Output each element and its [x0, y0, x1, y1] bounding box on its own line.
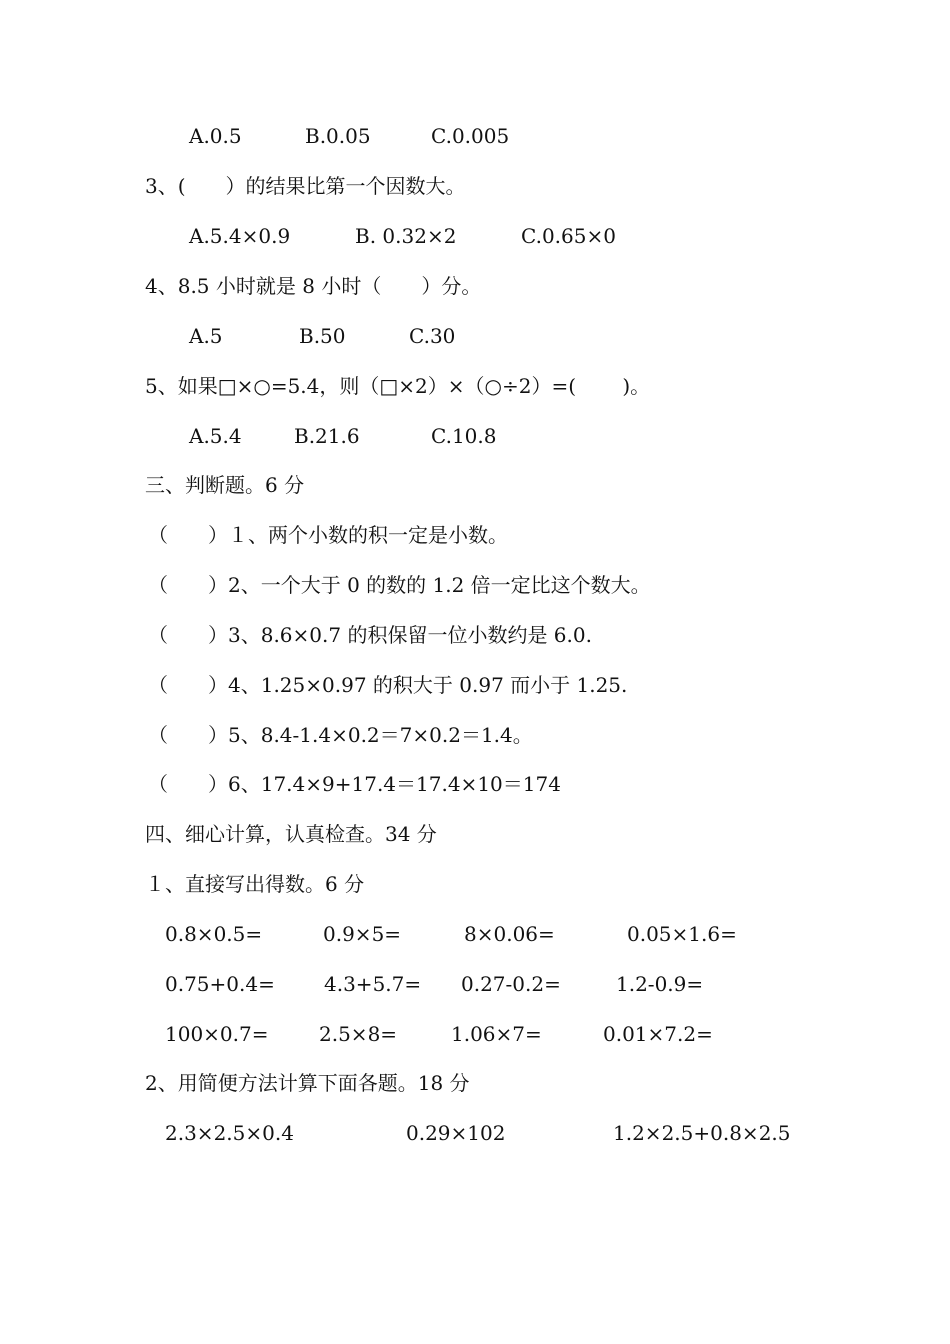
simplify-item: 0.29×102	[406, 1121, 506, 1145]
simplify-row	[0, 1118, 791, 1148]
q3-option-b: B. 0.32×2	[355, 224, 457, 248]
calc-row-3	[0, 1019, 713, 1049]
subsection-1-title	[0, 869, 365, 899]
question-3-text: 3、( ）的结果比第一个因数大。	[145, 174, 466, 198]
judge-item-1-text: （ ）１、两个小数的积一定是小数。	[148, 523, 508, 547]
q2-option-a: A.0.5	[189, 124, 242, 148]
judge-item-5-text: （ ）5、8.4-1.4×0.2＝7×0.2＝1.4。	[148, 723, 533, 747]
question-4	[0, 271, 482, 301]
section-3-title	[0, 470, 305, 500]
q4-options	[0, 321, 456, 351]
calc-item: 0.75+0.4=	[165, 972, 275, 996]
judge-item-4-text: （ ）4、1.25×0.97 的积大于 0.97 而小于 1.25.	[148, 673, 628, 697]
question-4-text: 4、8.5 小时就是 8 小时（ ）分。	[145, 274, 482, 298]
q5-option-a: A.5.4	[189, 424, 242, 448]
judge-item-4	[0, 670, 628, 700]
calc-item: 100×0.7=	[165, 1022, 269, 1046]
q4-option-c: C.30	[409, 324, 456, 348]
q2-option-c: C.0.005	[431, 124, 510, 148]
q5-options	[0, 421, 497, 451]
simplify-item: 1.2×2.5+0.8×2.5	[613, 1121, 791, 1145]
calc-item: 8×0.06=	[464, 922, 555, 946]
judge-item-6	[0, 769, 561, 799]
section-4-title	[0, 819, 437, 849]
judge-item-3	[0, 620, 592, 650]
calc-item: 0.8×0.5=	[165, 922, 263, 946]
judge-item-2	[0, 570, 651, 600]
q4-option-b: B.50	[299, 324, 346, 348]
calc-item: 1.06×7=	[451, 1022, 542, 1046]
subsection-2-title-text: 2、用简便方法计算下面各题。18 分	[145, 1071, 470, 1095]
judge-item-6-text: （ ）6、17.4×9+17.4＝17.4×10＝174	[148, 772, 561, 796]
q2-option-b: B.0.05	[305, 124, 371, 148]
question-5	[0, 371, 651, 401]
calc-item: 0.9×5=	[323, 922, 402, 946]
q5-option-c: C.10.8	[431, 424, 497, 448]
calc-item: 4.3+5.7=	[324, 972, 422, 996]
subsection-1-title-text: １、直接写出得数。6 分	[145, 872, 365, 896]
question-5-text: 5、如果□×○=5.4，则（□×2）×（○÷2）=( )。	[145, 374, 651, 398]
calc-item: 0.05×1.6=	[627, 922, 737, 946]
judge-item-1	[0, 520, 508, 550]
calc-item: 1.2-0.9=	[616, 972, 704, 996]
section-3-title-text: 三、判断题。6 分	[145, 473, 305, 497]
q2-options	[0, 121, 510, 151]
subsection-2-title	[0, 1068, 470, 1098]
calc-row-1	[0, 919, 737, 949]
q3-option-a: A.5.4×0.9	[189, 224, 291, 248]
judge-item-2-text: （ ）2、一个大于 0 的数的 1.2 倍一定比这个数大。	[148, 573, 651, 597]
calc-item: 2.5×8=	[319, 1022, 398, 1046]
calc-item: 0.27-0.2=	[461, 972, 561, 996]
judge-item-5	[0, 720, 533, 750]
q3-options	[0, 221, 616, 251]
question-3	[0, 171, 466, 201]
q5-option-b: B.21.6	[294, 424, 360, 448]
simplify-item: 2.3×2.5×0.4	[165, 1121, 294, 1145]
q4-option-a: A.5	[189, 324, 223, 348]
q3-option-c: C.0.65×0	[521, 224, 616, 248]
calc-row-2	[0, 969, 704, 999]
calc-item: 0.01×7.2=	[603, 1022, 713, 1046]
judge-item-3-text: （ ）3、8.6×0.7 的积保留一位小数约是 6.0.	[148, 623, 592, 647]
section-4-title-text: 四、细心计算，认真检查。34 分	[145, 822, 437, 846]
